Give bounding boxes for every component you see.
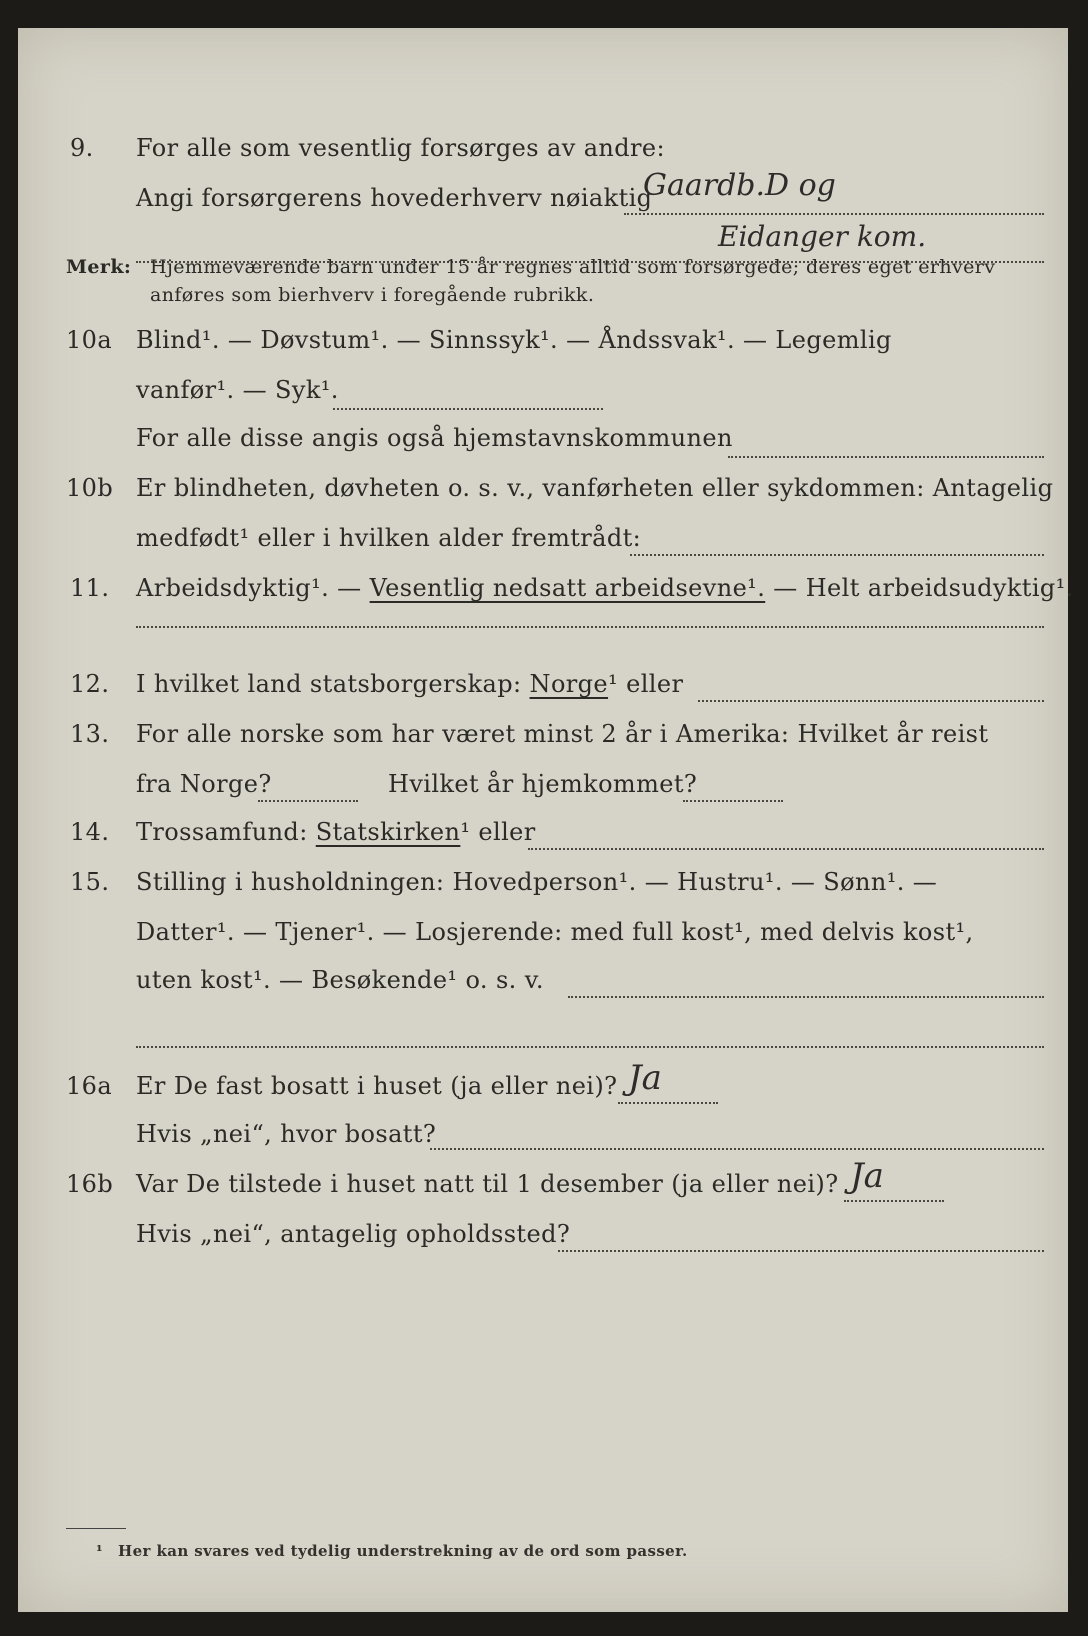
- option-helt-arbeidsudyktig: — Helt arbeidsudyktig¹.: [773, 574, 1074, 602]
- question-14-line1: [18, 812, 1068, 852]
- question-9-line1: [18, 128, 1068, 168]
- question-text: Angi forsørgerens hovederhverv nøiaktig: [136, 184, 653, 212]
- question-10a-line2: [18, 370, 1068, 410]
- question-number: 16b: [66, 1170, 114, 1198]
- option-eller: ¹ eller: [608, 670, 684, 698]
- answer-line: [558, 1250, 1044, 1252]
- question-number: 12.: [70, 670, 110, 698]
- question-15-line3: [18, 960, 1068, 1000]
- question-text: For alle som vesentlig forsørges av andre:: [136, 134, 666, 162]
- answer-line: [430, 1148, 1044, 1150]
- question-number: 11.: [70, 574, 110, 602]
- question-text: [136, 818, 536, 846]
- question-10a-line1: [18, 320, 1068, 360]
- answer-line: [728, 456, 1044, 458]
- question-number: 14.: [70, 818, 110, 846]
- answer-line: [683, 800, 783, 802]
- question-text: Hvilket år hjemkommet?: [388, 770, 698, 798]
- question-10b-line2: [18, 518, 1068, 558]
- question-number: 16a: [66, 1072, 113, 1100]
- question-16a-line1: [18, 1066, 1068, 1106]
- question-16b-line2: [18, 1214, 1068, 1254]
- answer-line: [136, 1046, 1044, 1048]
- answer-line: [258, 800, 358, 802]
- answer-line: [630, 554, 1044, 556]
- question-11-line1: [18, 568, 1074, 608]
- question-text: Var De tilstede i huset natt til 1 desember (ja eller nei)?: [136, 1170, 839, 1198]
- option-vesentlig-nedsatt-underlined: Vesentlig nedsatt arbeidsevne¹.: [369, 574, 766, 602]
- question-text: [136, 574, 1074, 602]
- question-text: uten kost¹. — Besøkende¹ o. s. v.: [136, 966, 544, 994]
- note-merk-line2: [18, 278, 1068, 318]
- footnote-rule: [66, 1528, 126, 1529]
- option-statskirken-underlined: Statskirken: [315, 818, 461, 846]
- answer-line: [624, 213, 1044, 215]
- question-13-line1: [18, 714, 1068, 754]
- question-10a-line3: [18, 418, 1068, 458]
- question-text: For alle disse angis også hjemstavnskommunen: [136, 424, 733, 452]
- question-text: vanfør¹. — Syk¹.: [136, 376, 339, 404]
- question-number: 13.: [70, 720, 110, 748]
- footnote-text: Her kan svares ved tydelig understrekning av de ord som passer.: [118, 1542, 688, 1560]
- answer-line: [333, 408, 603, 410]
- answer-line: [698, 700, 1044, 702]
- question-15-line1: [18, 862, 1068, 902]
- question-16b-line1: [18, 1164, 1068, 1204]
- note-label: Merk:: [66, 256, 132, 278]
- question-number: 10b: [66, 474, 114, 502]
- question-number: 10a: [66, 326, 113, 354]
- question-15-line2: [18, 912, 1068, 952]
- question-text: Er De fast bosatt i huset (ja eller nei)?: [136, 1072, 618, 1100]
- option-eller: ¹ eller: [460, 818, 536, 846]
- question-12-line1: [18, 664, 1068, 704]
- question-label: I hvilket land statsborgerskap:: [136, 670, 522, 698]
- question-9-line2: [18, 178, 1068, 218]
- question-text: [136, 670, 683, 698]
- answer-line: [568, 996, 1044, 998]
- answer-line: [528, 848, 1044, 850]
- question-text: medfødt¹ eller i hvilken alder fremtrådt:: [136, 524, 642, 552]
- handwritten-answer: Ja: [628, 1058, 662, 1098]
- option-arbeidsdyktig: Arbeidsdyktig¹. —: [136, 574, 362, 602]
- census-form-page: [18, 28, 1074, 1612]
- question-text: fra Norge?: [136, 770, 272, 798]
- question-text: Stilling i husholdningen: Hovedperson¹. — Hustru¹. — Sønn¹. —: [136, 868, 938, 896]
- question-text: For alle norske som har været minst 2 år i Amerika: Hvilket år reist: [136, 720, 989, 748]
- note-text: Hjemmeværende barn under 15 år regnes alltid som forsørgede; deres eget erhverv: [150, 256, 996, 278]
- question-text: Datter¹. — Tjener¹. — Losjerende: med full kost¹, med delvis kost¹,: [136, 918, 974, 946]
- option-norge-underlined: Norge: [529, 670, 609, 698]
- question-number: 15.: [70, 868, 110, 896]
- answer-line: [618, 1102, 718, 1104]
- question-text: Blind¹. — Døvstum¹. — Sinnssyk¹. — Åndssvak¹. — Legemlig: [136, 326, 892, 354]
- footnote: [18, 1536, 1068, 1576]
- note-text: anføres som bierhverv i foregående rubrikk.: [150, 284, 595, 306]
- handwritten-answer: Eidanger kom.: [718, 220, 927, 253]
- question-text: Er blindheten, døvheten o. s. v., vanførheten eller sykdommen: Antagelig: [136, 474, 1054, 502]
- answer-line: [844, 1200, 944, 1202]
- question-10b-line1: [18, 468, 1068, 508]
- question-label: Trossamfund:: [136, 818, 308, 846]
- question-13-line2: [18, 764, 1068, 804]
- handwritten-answer: Ja: [850, 1156, 884, 1196]
- question-number: 9.: [70, 134, 94, 162]
- handwritten-answer: Gaardb.D og: [643, 168, 836, 203]
- question-text: Hvis „nei“, antagelig opholdssted?: [136, 1220, 571, 1248]
- footnote-mark: ¹: [96, 1542, 103, 1560]
- question-text: Hvis „nei“, hvor bosatt?: [136, 1120, 437, 1148]
- answer-line: [136, 626, 1044, 628]
